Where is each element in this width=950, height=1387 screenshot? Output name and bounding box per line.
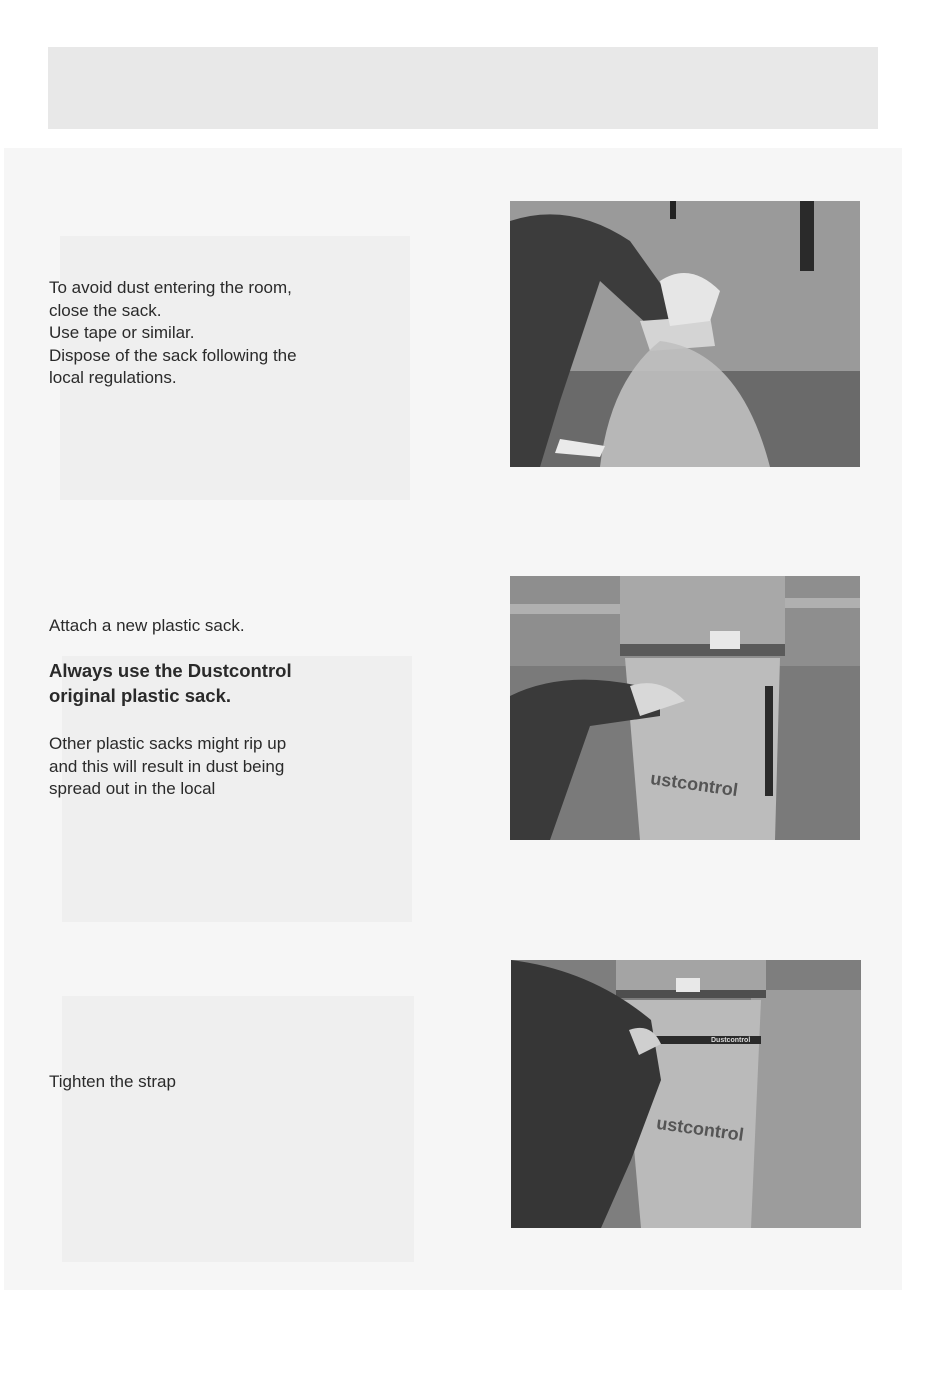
step-1-line-3: Use tape or similar. (49, 323, 195, 342)
step-2-intro (49, 615, 245, 638)
step-2-intro-line: Attach a new plastic sack. (49, 616, 245, 635)
ghost-block-3 (62, 996, 414, 1262)
step-3-instructions (49, 1071, 176, 1094)
step-2-detail (49, 733, 286, 801)
step-1-instructions (49, 277, 297, 390)
step-2-warning-line-2: original plastic sack. (49, 685, 231, 706)
header-bar (48, 47, 878, 129)
step-3-line-1: Tighten the strap (49, 1072, 176, 1091)
strap-print-label: Dustcontrol (711, 1037, 751, 1044)
step-1-line-2: close the sack. (49, 300, 162, 320)
photo-attaching-sack (510, 576, 860, 840)
step-2-detail-line-3: spread out in the local (49, 779, 216, 798)
sack-print-label: ustcontrol (649, 768, 740, 801)
sack-print-label-2: ustcontrol (655, 1112, 746, 1145)
photo-tightening-strap (511, 960, 861, 1228)
step-1-line-5: local regulations. (49, 368, 177, 387)
step-1-line-1: To avoid dust entering the room, (49, 278, 292, 297)
step-2-detail-line-1: Other plastic sacks might rip up (49, 734, 287, 753)
step-2-warning (49, 658, 292, 708)
step-2-detail-line-2: and this will result in dust being (49, 756, 285, 776)
step-2-warning-line-1: Always use the Dustcontrol (49, 660, 292, 681)
step-1-line-4: Dispose of the sack following the (49, 345, 297, 365)
photo-closing-sack (510, 201, 860, 467)
